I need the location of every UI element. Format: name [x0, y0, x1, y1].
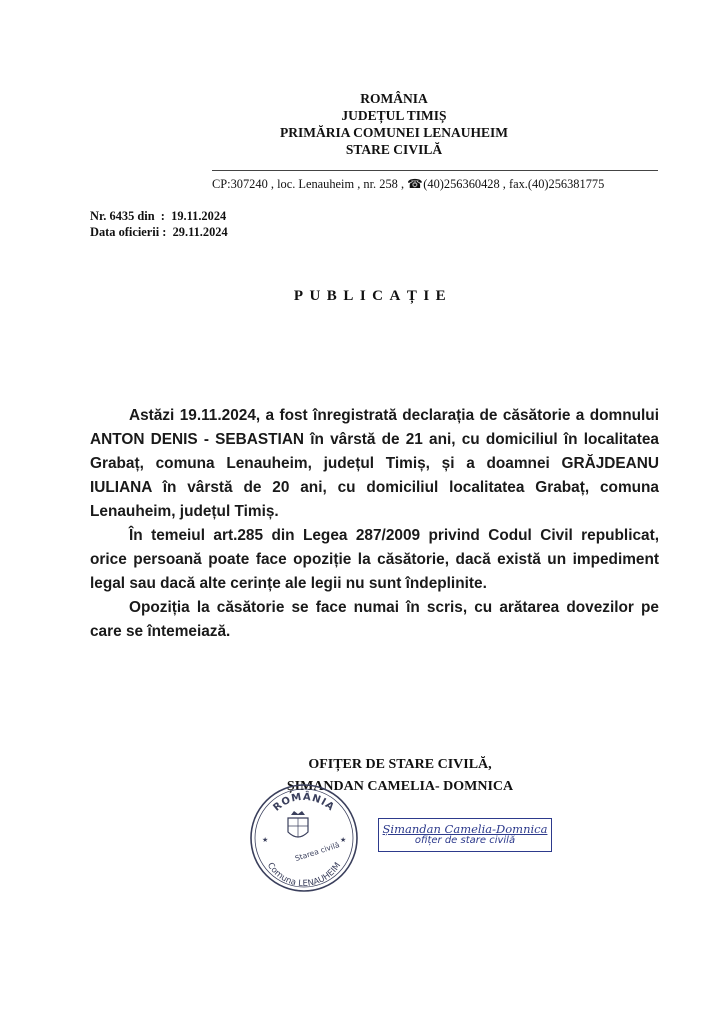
declaration-paragraph: Astăzi 19.11.2024, a fost înregistrată declarația de căsătorie a domnului ANTON DENIS - SEBASTIAN în vârstă de 21 ani, cu domiciliul în localitatea Grabaț, comuna Lenauheim, județul Timiș, și a doamnei GRĂJDEANU IULIANA în vârstă de 20 ani, cu domiciliul localitatea Grabaț, comuna Lenauheim, județul Timiș.: [90, 407, 659, 520]
official-seal: [248, 782, 360, 894]
officer-name: ȘIMANDAN CAMELIA- DOMNICA: [286, 779, 514, 794]
opposition-paragraph: Opoziția la căsătorie se face numai în scris, cu arătarea dovezilor pe care se întemeiază.: [90, 599, 659, 640]
seal-top-text: ROMÂNIA: [271, 791, 337, 814]
registration-number: Nr. 6435 din : 19.11.2024: [90, 209, 227, 223]
officer-role: OFIȚER DE STARE CIVILĂ,: [308, 757, 492, 772]
seal-middle-text: Starea civilă: [293, 840, 341, 864]
document-body: [90, 404, 659, 644]
signature-stamp-name: Șimandan Camelia-Domnica: [382, 822, 548, 836]
bride-name: GRĂJDEANU IULIANA: [90, 455, 659, 496]
svg-text:Comuna LENAUHEIM: [265, 861, 343, 889]
legal-basis-paragraph: În temeiul art.285 din Legea 287/2009 privind Codul Civil republicat, orice persoană poate face opoziție la căsătorie, dacă există un impediment legal sau dacă alte cerințe ale legii nu sunt îndeplinite.: [90, 527, 659, 592]
header-divider: [212, 170, 658, 171]
seal-bottom-text: Comuna LENAUHEIM: [264, 860, 344, 890]
header-county: JUDEȚUL TIMIȘ: [341, 108, 447, 123]
signature-stamp-role: ofițer de stare civilă: [414, 835, 516, 846]
header-townhall: PRIMĂRIA COMUNEI LENAUHEIM: [279, 125, 508, 140]
header-country: ROMÂNIA: [360, 91, 428, 106]
svg-text:ROMÂNIA: [271, 790, 336, 814]
header-department: STARE CIVILĂ: [345, 142, 443, 157]
contact-phone: (40)256360428 , fax.(40)256381775: [423, 177, 605, 191]
contact-postal: CP:307240 , loc. Lenauheim , nr. 258 ,: [212, 177, 405, 191]
registration-info: [90, 208, 228, 240]
coat-of-arms-icon: [288, 811, 308, 837]
star-icon: ★: [262, 836, 269, 844]
star-icon: ★: [340, 836, 347, 844]
document-header: [0, 90, 724, 158]
document-title: PUBLICAȚIE: [293, 288, 453, 304]
signature-stamp: [378, 818, 552, 852]
contact-line: [212, 176, 604, 192]
posting-date: Data oficierii : 29.11.2024: [90, 225, 228, 239]
groom-name: ANTON DENIS - SEBASTIAN: [90, 431, 305, 448]
telephone-icon: ☎: [407, 177, 423, 191]
